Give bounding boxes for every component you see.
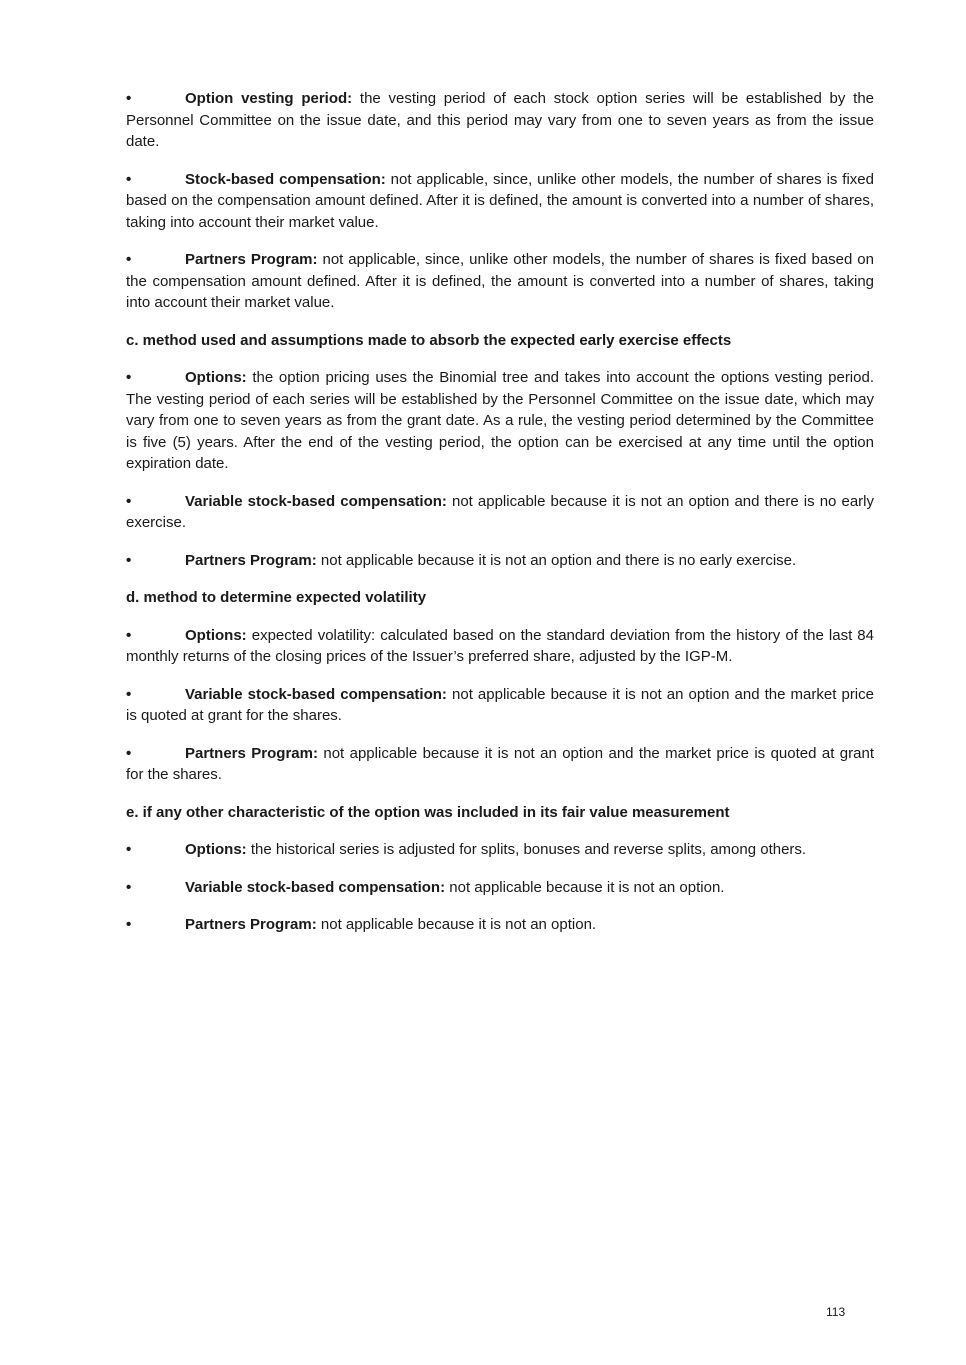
paragraph-text: not applicable because it is not an option and there is no early exercise.	[316, 551, 797, 569]
paragraph-variable-e	[126, 877, 874, 899]
document-body	[126, 88, 874, 952]
term-label: Variable stock-based compensation:	[185, 878, 446, 896]
paragraph-options-e	[126, 839, 874, 861]
term-label: Variable stock-based compensation:	[185, 492, 447, 510]
page-number: 113	[826, 1305, 846, 1319]
paragraph-partners-e	[126, 914, 874, 936]
paragraph-options-c	[126, 367, 874, 475]
paragraph-text: expected volatility: calculated based on the standard deviation from the history of the last 84 monthly returns of the closing prices of the Issuer’s preferred share, adjusted by the IGP-M.	[126, 626, 874, 665]
section-heading-d: d. method to determine expected volatility	[126, 589, 427, 606]
paragraph-partners-c	[126, 550, 874, 572]
paragraph-text: not applicable because it is not an option and the market price is quoted at grant for the shares.	[126, 685, 874, 724]
paragraph-text: not applicable because it is not an option and the market price is quoted at grant for the shares.	[126, 744, 874, 783]
term-label: Partners Program:	[185, 251, 318, 268]
paragraph-text: not applicable, since, unlike other models, the number of shares is fixed based on the compensation amount defined. After it is defined, the amount is converted into a number of shares, taking into account their market value.	[126, 251, 874, 311]
section-heading-c: c. method used and assumptions made to absorb the expected early exercise effects	[126, 331, 732, 349]
paragraph-variable-d	[126, 684, 874, 727]
paragraph-options-d	[126, 625, 874, 668]
bullet: •	[126, 626, 132, 644]
bullet: •	[126, 916, 132, 933]
paragraph-text: the vesting period of each stock option series will be established by the Personnel Committee on the issue date, and this period may vary from one to seven years as from the issue date.	[126, 90, 875, 150]
paragraph-text: the option pricing uses the Binomial tree and takes into account the options vesting period. The vesting period of each series will be established by the Personnel Committee on the issue date, which may vary from one to seven years as from the grant date. As a rule, the vesting period determined by the Committee is five (5) years. After the end of the vesting period, the option can be exercised at any time until the option expiration date.	[126, 369, 874, 472]
paragraph-text: not applicable, since, unlike other models, the number of shares is fixed based on the compensation amount defined. After it is defined, the amount is converted into a number of shares, taking into account their market value.	[126, 170, 874, 231]
paragraph-text: not applicable because it is not an option and there is no early exercise.	[126, 492, 874, 531]
term-label: Option vesting period:	[185, 90, 353, 107]
bullet: •	[126, 170, 132, 188]
term-label: Stock-based compensation:	[185, 170, 386, 188]
paragraph-text: not applicable because it is not an option.	[445, 878, 725, 896]
paragraph-text: the historical series is adjusted for splits, bonuses and reverse splits, among others.	[246, 841, 807, 858]
paragraph-partners-1	[126, 249, 874, 314]
term-label: Partners Program:	[185, 744, 318, 762]
term-label: Partners Program:	[185, 916, 317, 933]
bullet: •	[126, 744, 132, 762]
term-label: Partners Program:	[185, 551, 317, 569]
paragraph-text: not applicable because it is not an option.	[316, 916, 597, 933]
paragraph-stock-based	[126, 169, 874, 234]
bullet: •	[126, 551, 132, 569]
bullet: •	[126, 492, 132, 510]
bullet: •	[126, 841, 132, 858]
term-label: Variable stock-based compensation:	[185, 685, 447, 703]
bullet: •	[126, 878, 132, 896]
bullet: •	[126, 251, 132, 268]
term-label: Options:	[185, 626, 247, 644]
bullet: •	[126, 90, 132, 107]
paragraph-option-vesting	[126, 88, 874, 153]
section-heading-e: e. if any other characteristic of the option was included in its fair value measurement	[126, 803, 730, 821]
term-label: Options:	[185, 369, 247, 386]
term-label: Options:	[185, 841, 247, 858]
bullet: •	[126, 685, 132, 703]
paragraph-partners-d	[126, 743, 874, 786]
bullet: •	[126, 369, 132, 386]
paragraph-variable-c	[126, 491, 874, 534]
